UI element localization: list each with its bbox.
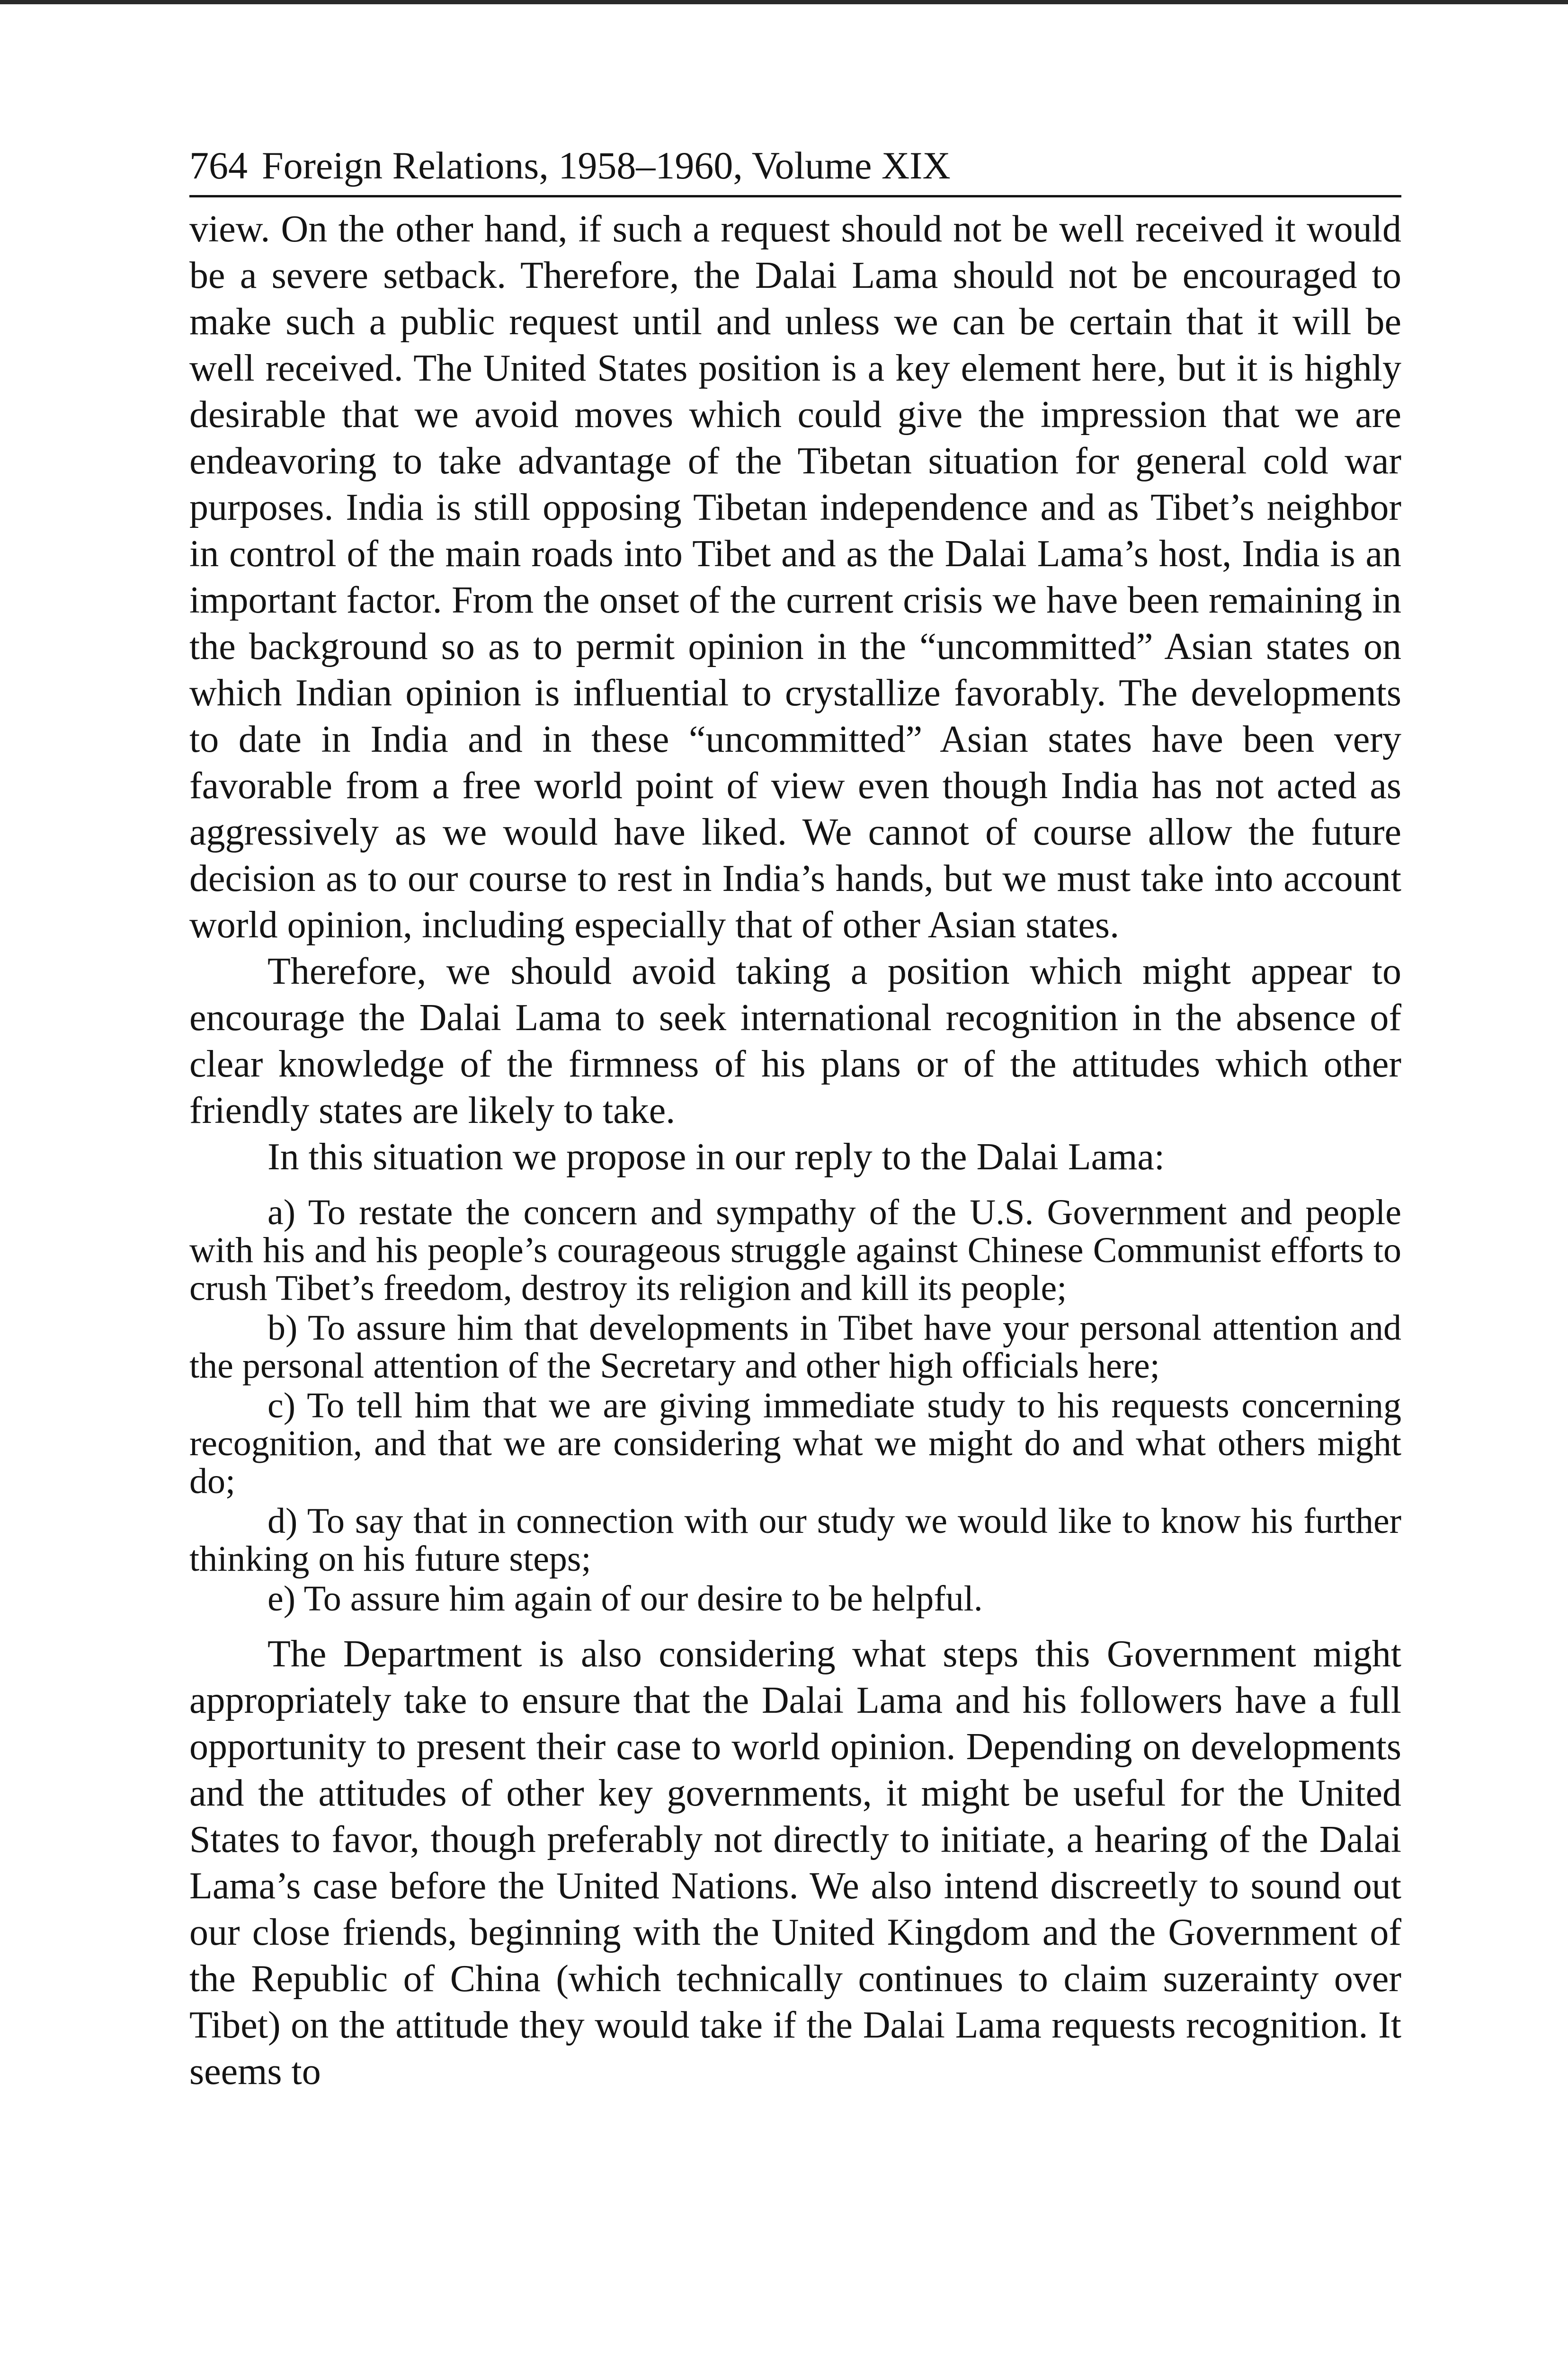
list-item: b) To assure him that developments in Tibet have your personal attention and the personal attention of the Secretary and other high officials here; — [189, 1308, 1401, 1386]
paragraph-4: The Department is also considering what steps this Government might appropriately take to ensure that the Dalai Lama and his followers have a full opportunity to present their case to world opinion. Depending on developments and the attitudes of other key governments, it might be useful for the United States to favor, though preferably not directly to initiate, a hearing of the Dalai Lama’s case before the United Nations. We also intend discreetly to sound out our close friends, beginning with the United Kingdom and the Government of the Republic of China (which technically continues to claim suzerainty over Tibet) on the attitude they would take if the Dalai Lama requests recognition. It seems to — [189, 1633, 1401, 2092]
paragraph-2: Therefore, we should avoid taking a position which might appear to encourage the Dalai Lama to seek international recognition in the absence of clear knowledge of the firmness of his plans or of the attitudes which other friendly states are likely to take. — [189, 951, 1401, 1131]
paragraph-1: view. On the other hand, if such a request should not be well received it would be a severe setback. Therefore, the Dalai Lama should not be encouraged to make such a public request until and unless we can be certain that it will be well received. The United States position is a key element here, but it is highly desirable that we avoid moves which could give the impression that we are endeavoring to take advantage of the Tibetan situation for general cold war purposes. India is still opposing Tibetan independence and as Tibet’s neighbor in control of the main roads into Tibet and as the Dalai Lama’s host, India is an important factor. From the onset of the current crisis we have been remaining in the background so as to permit opinion in the “uncommitted” Asian states on which Indian opinion is influential to crystallize favorably. The developments to date in India and in these “uncommitted” Asian states have been very favorable from a free world point of view even though India has not acted as aggressively as we would have liked. We cannot of course allow the future decision as to our course to rest in India’s hands, but we must take into account world opinion, including especially that of other Asian states. — [189, 208, 1401, 946]
running-head — [189, 142, 1401, 197]
publication-title: Foreign Relations, 1958–1960, Volume XIX — [262, 144, 951, 187]
paragraph-3: In this situation we propose in our reply to the Dalai Lama: — [267, 1136, 1165, 1178]
list-item: e) To assure him again of our desire to be helpful. — [267, 1579, 983, 1619]
proposal-list — [189, 1193, 1401, 1618]
scan-edge-top — [0, 0, 1568, 4]
document-page — [189, 142, 1401, 2095]
body-text — [189, 206, 1401, 2095]
list-item: d) To say that in connection with our study we would like to know his further thinking on his future steps; — [189, 1501, 1401, 1579]
list-item: a) To restate the concern and sympathy of the U.S. Government and people with his and his people’s courageous struggle against Chinese Communist efforts to crush Tibet’s freedom, destroy its religion and kill its people; — [189, 1192, 1401, 1308]
list-item: c) To tell him that we are giving immediate study to his requests concerning recognition, and that we are considering what we might do and what others might do; — [189, 1386, 1401, 1501]
page-number: 764 — [189, 144, 248, 187]
